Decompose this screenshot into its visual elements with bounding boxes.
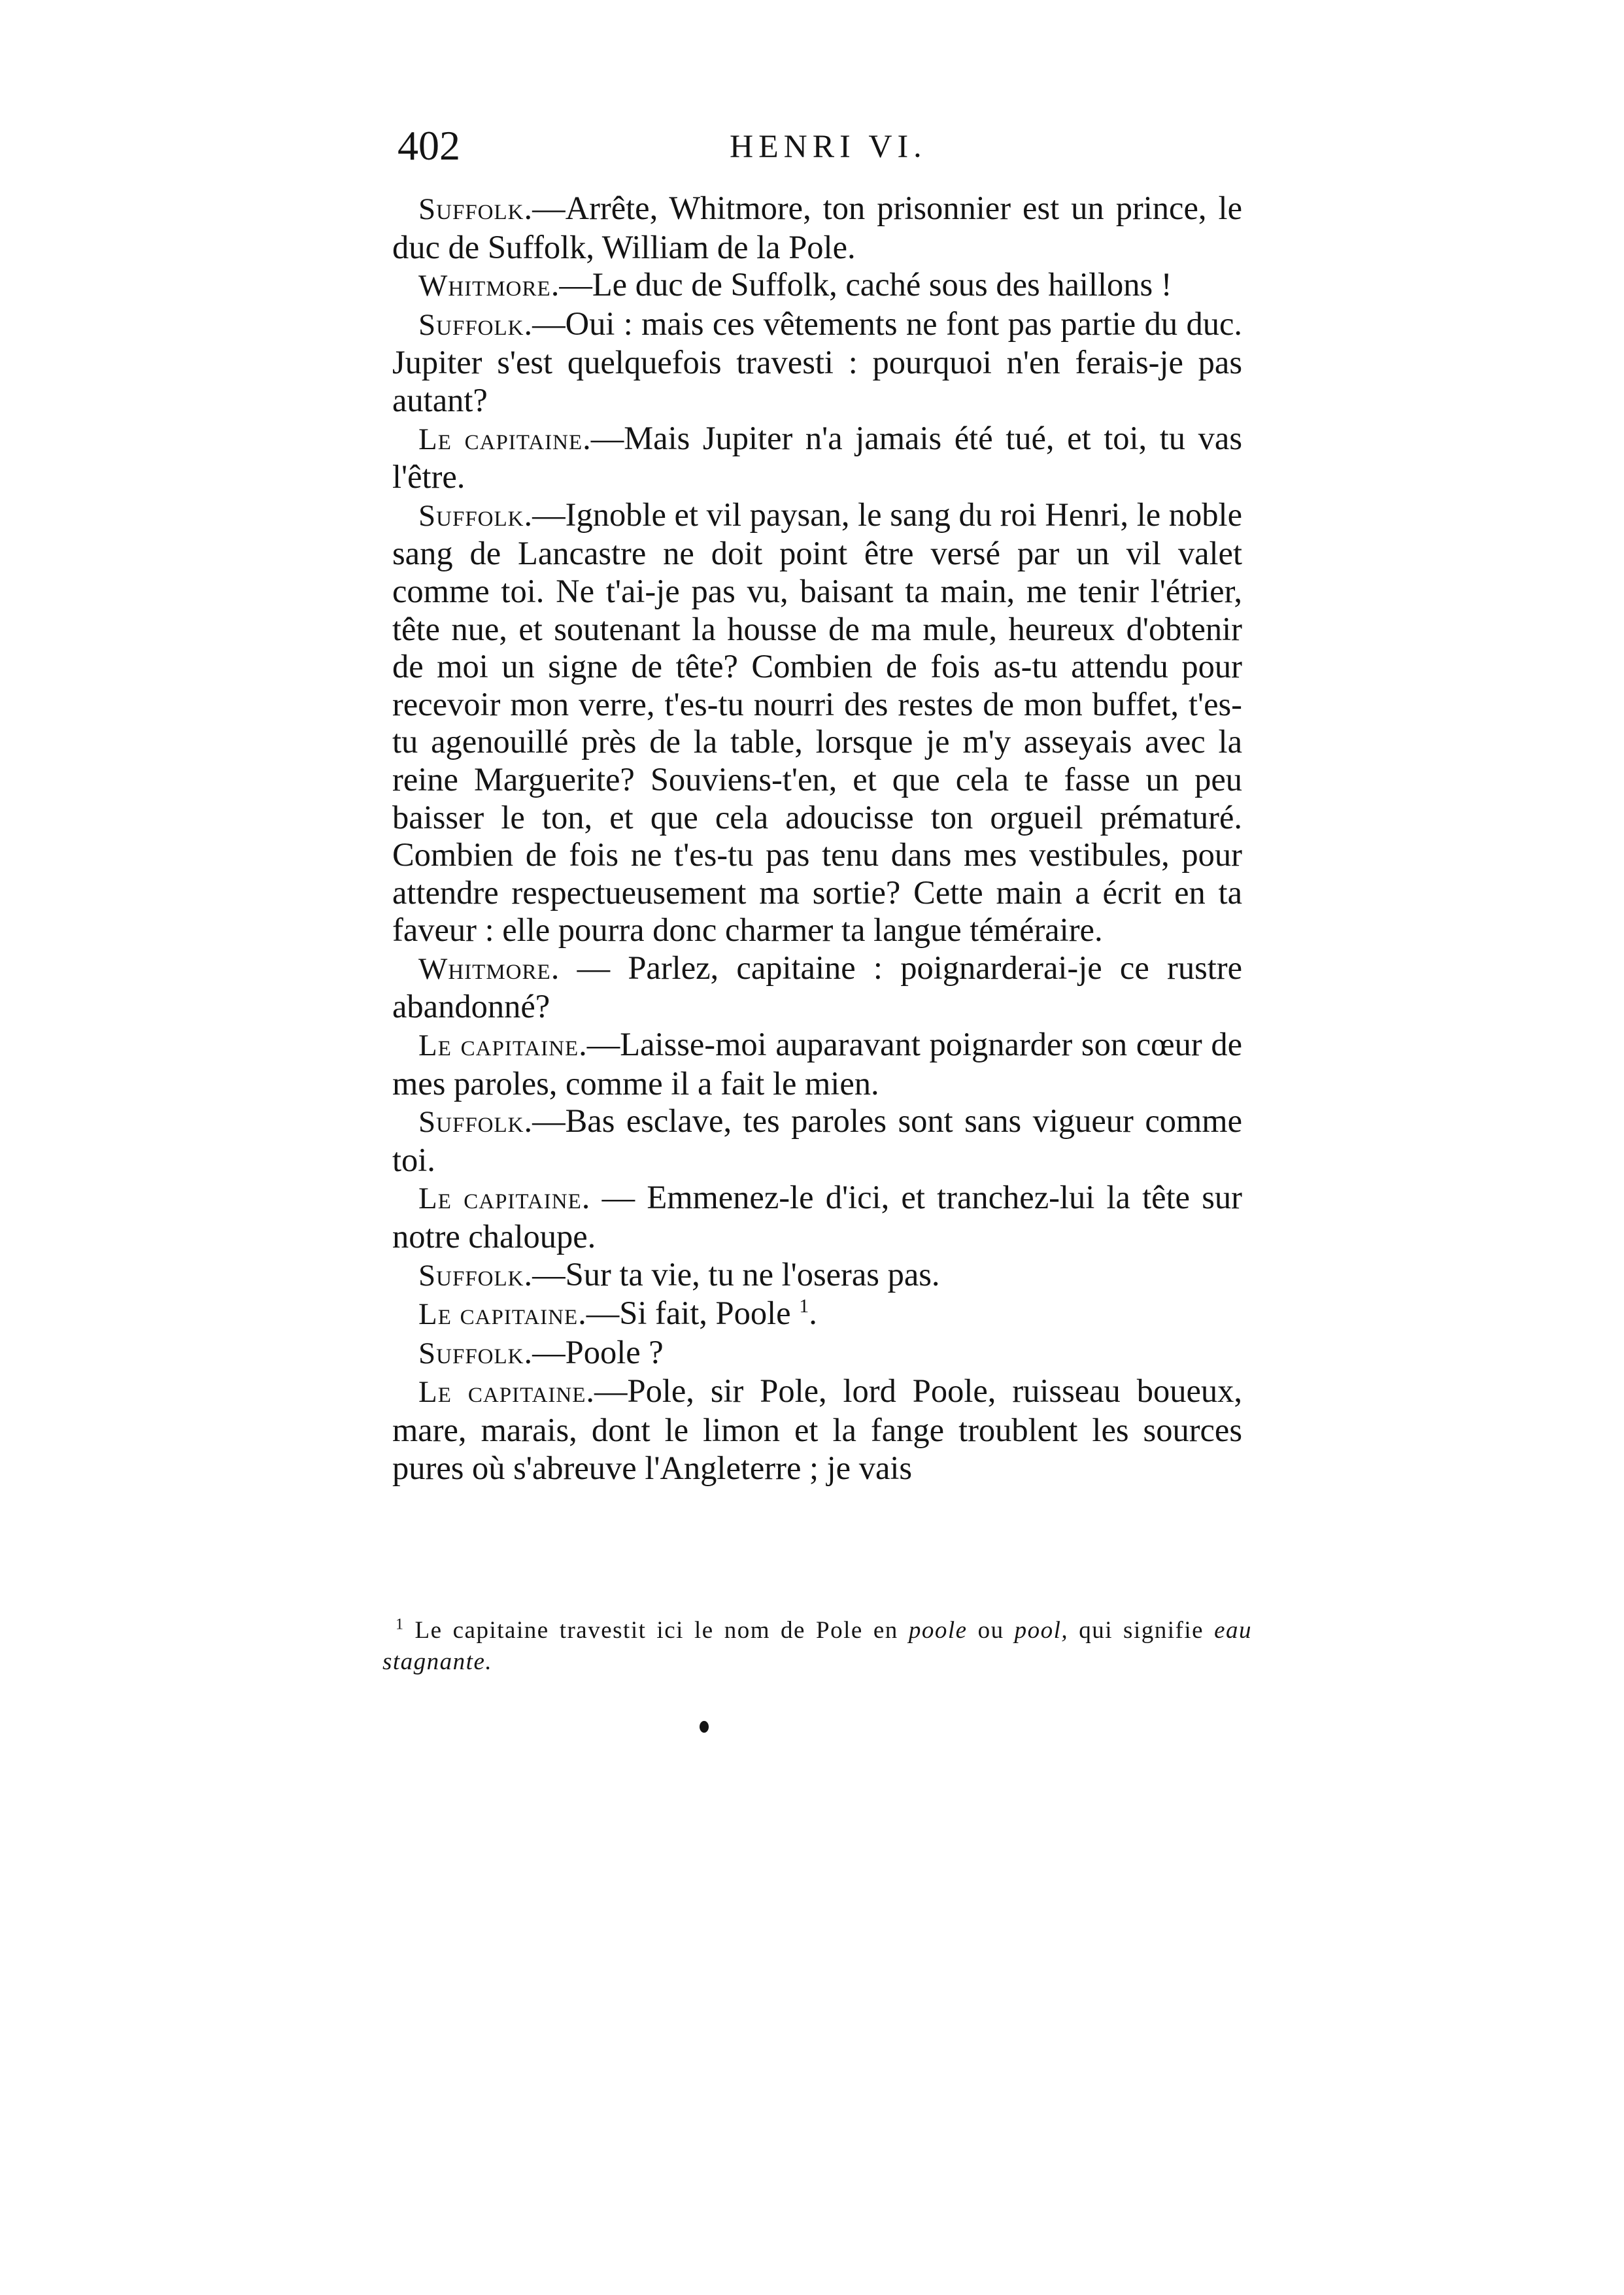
running-title: HENRI VI. bbox=[730, 128, 927, 164]
footnote-text: qui signifie bbox=[1068, 1617, 1215, 1644]
speech-dash: .— bbox=[583, 419, 624, 456]
page-header bbox=[398, 116, 1247, 175]
speaker-name: Suffolk bbox=[418, 1105, 524, 1140]
speech-dash: .— bbox=[524, 1255, 566, 1293]
speech-line bbox=[392, 1179, 1242, 1255]
speech-text: Arrête, Whitmore, ton prisonnier est un prince, le duc de Suffolk, William de la Pole. bbox=[392, 190, 1242, 265]
speaker-name: Whitmore bbox=[418, 269, 551, 303]
page-number: 402 bbox=[398, 122, 460, 169]
speaker-name: Suffolk bbox=[418, 1258, 524, 1293]
speech-text: Bas esclave, tes paroles sont sans vigueur comme toi. bbox=[392, 1102, 1242, 1178]
speaker-name: Le capitaine bbox=[418, 1028, 579, 1063]
speech-dash: .— bbox=[524, 496, 566, 533]
speech-text: Si fait, Poole bbox=[619, 1295, 800, 1332]
speech-dash: .— bbox=[578, 1295, 620, 1332]
speech-line bbox=[392, 1372, 1242, 1487]
speaker-name: Suffolk bbox=[418, 498, 524, 533]
footnote-reference[interactable]: 1 bbox=[799, 1295, 809, 1318]
speech-text: Ignoble et vil paysan, le sang du roi Henri, le noble sang de Lancastre ne doit point être versé par un vil valet comme toi. Ne t'ai-je pas vu, baisant ta main, me tenir l'étrier, tête nue, et soutenant la housse de ma mule, heureux d'obtenir de moi un signe de tête? Combien de fois as-tu attendu pour recevoir mon verre, t'es-tu nourri des restes de mon buffet, t'es-tu agenouillé près de la table, lorsque je m'y asseyais avec la reine Marguerite? Souviens-t'en, et que cela te fasse un peu baisser le ton, et que cela adoucisse ton orgueil prématuré. Combien de fois ne t'es-tu pas tenu dans mes vestibules, pour attendre respectueusement ma sortie? Cette main a écrit en ta faveur : elle pourra donc charmer ta langue téméraire. bbox=[392, 496, 1242, 949]
speech-line bbox=[392, 1256, 1242, 1295]
speaker-name: Le capitaine bbox=[418, 422, 583, 456]
dialogue-body bbox=[392, 190, 1242, 1487]
speech-line bbox=[392, 1102, 1242, 1179]
speech-text-end: . bbox=[809, 1295, 817, 1332]
speech-line bbox=[392, 949, 1242, 1026]
speaker-name: Suffolk bbox=[418, 1336, 524, 1370]
speech-dash: .— bbox=[524, 1333, 566, 1370]
speech-dash: .— bbox=[524, 190, 566, 226]
speech-text: Emmenez-le d'ici, et tranchez-lui la tête sur notre chaloupe. bbox=[392, 1179, 1242, 1255]
footnote-italic-word: poole bbox=[908, 1617, 968, 1644]
speech-text: Sur ta vie, tu ne l'oseras pas. bbox=[565, 1255, 940, 1293]
speech-text: Mais Jupiter n'a jamais été tué, et toi, tu vas l'être. bbox=[392, 419, 1242, 496]
speech-line bbox=[392, 190, 1242, 266]
speech-line bbox=[392, 1295, 1242, 1334]
footnote-mark: 1 bbox=[396, 1616, 405, 1633]
speech-text: Oui : mais ces vêtements ne font pas partie du duc. Jupiter s'est quelquefois travesti : pourquoi n'en ferais-je pas autant? bbox=[392, 305, 1242, 418]
speech-dash: .— bbox=[524, 1102, 566, 1140]
ink-dot-mark bbox=[700, 1721, 709, 1733]
speech-text: Parlez, capitaine : poignarderai-je ce rustre abandonné? bbox=[392, 949, 1243, 1025]
footnote bbox=[382, 1615, 1252, 1678]
speaker-name: Le capitaine bbox=[418, 1182, 582, 1216]
speech-line bbox=[392, 1026, 1242, 1102]
speaker-name: Suffolk bbox=[418, 307, 524, 342]
speaker-name: Le capitaine bbox=[418, 1297, 579, 1332]
speech-line bbox=[392, 1334, 1242, 1373]
speech-line bbox=[392, 420, 1242, 496]
speech-line bbox=[392, 266, 1242, 305]
speaker-name: Suffolk bbox=[418, 192, 524, 226]
speech-dash: .— bbox=[550, 266, 592, 303]
speech-text: Le duc de Suffolk, caché sous des haillons ! bbox=[592, 266, 1172, 303]
speech-line bbox=[392, 305, 1242, 420]
footnote-text: ou bbox=[967, 1617, 1015, 1644]
footnote-italic-phrase: eau stagnante. bbox=[382, 1617, 1253, 1675]
speech-text: Poole ? bbox=[565, 1333, 664, 1370]
speech-dash: .— bbox=[524, 305, 566, 342]
speech-line bbox=[392, 496, 1242, 949]
speech-dash: .— bbox=[579, 1026, 620, 1063]
speech-text: Laisse-moi auparavant poignarder son cœur de mes paroles, comme il a fait le mien. bbox=[392, 1026, 1242, 1102]
speaker-name: Le capitaine bbox=[418, 1375, 586, 1410]
speech-dash: . — bbox=[581, 1179, 647, 1216]
speech-text: Pole, sir Pole, lord Poole, ruisseau boueux, mare, marais, dont le limon et la fange troublent les sources pures où s'abreuve l'Angleterre ; je vais bbox=[392, 1372, 1242, 1486]
speech-dash: .— bbox=[586, 1372, 628, 1410]
footnote-text: Le capitaine travestit ici le nom de Pole en bbox=[404, 1617, 909, 1644]
speech-dash: . — bbox=[550, 949, 628, 986]
speaker-name: Whitmore bbox=[418, 951, 551, 986]
footnote-italic-word: pool, bbox=[1014, 1617, 1069, 1644]
